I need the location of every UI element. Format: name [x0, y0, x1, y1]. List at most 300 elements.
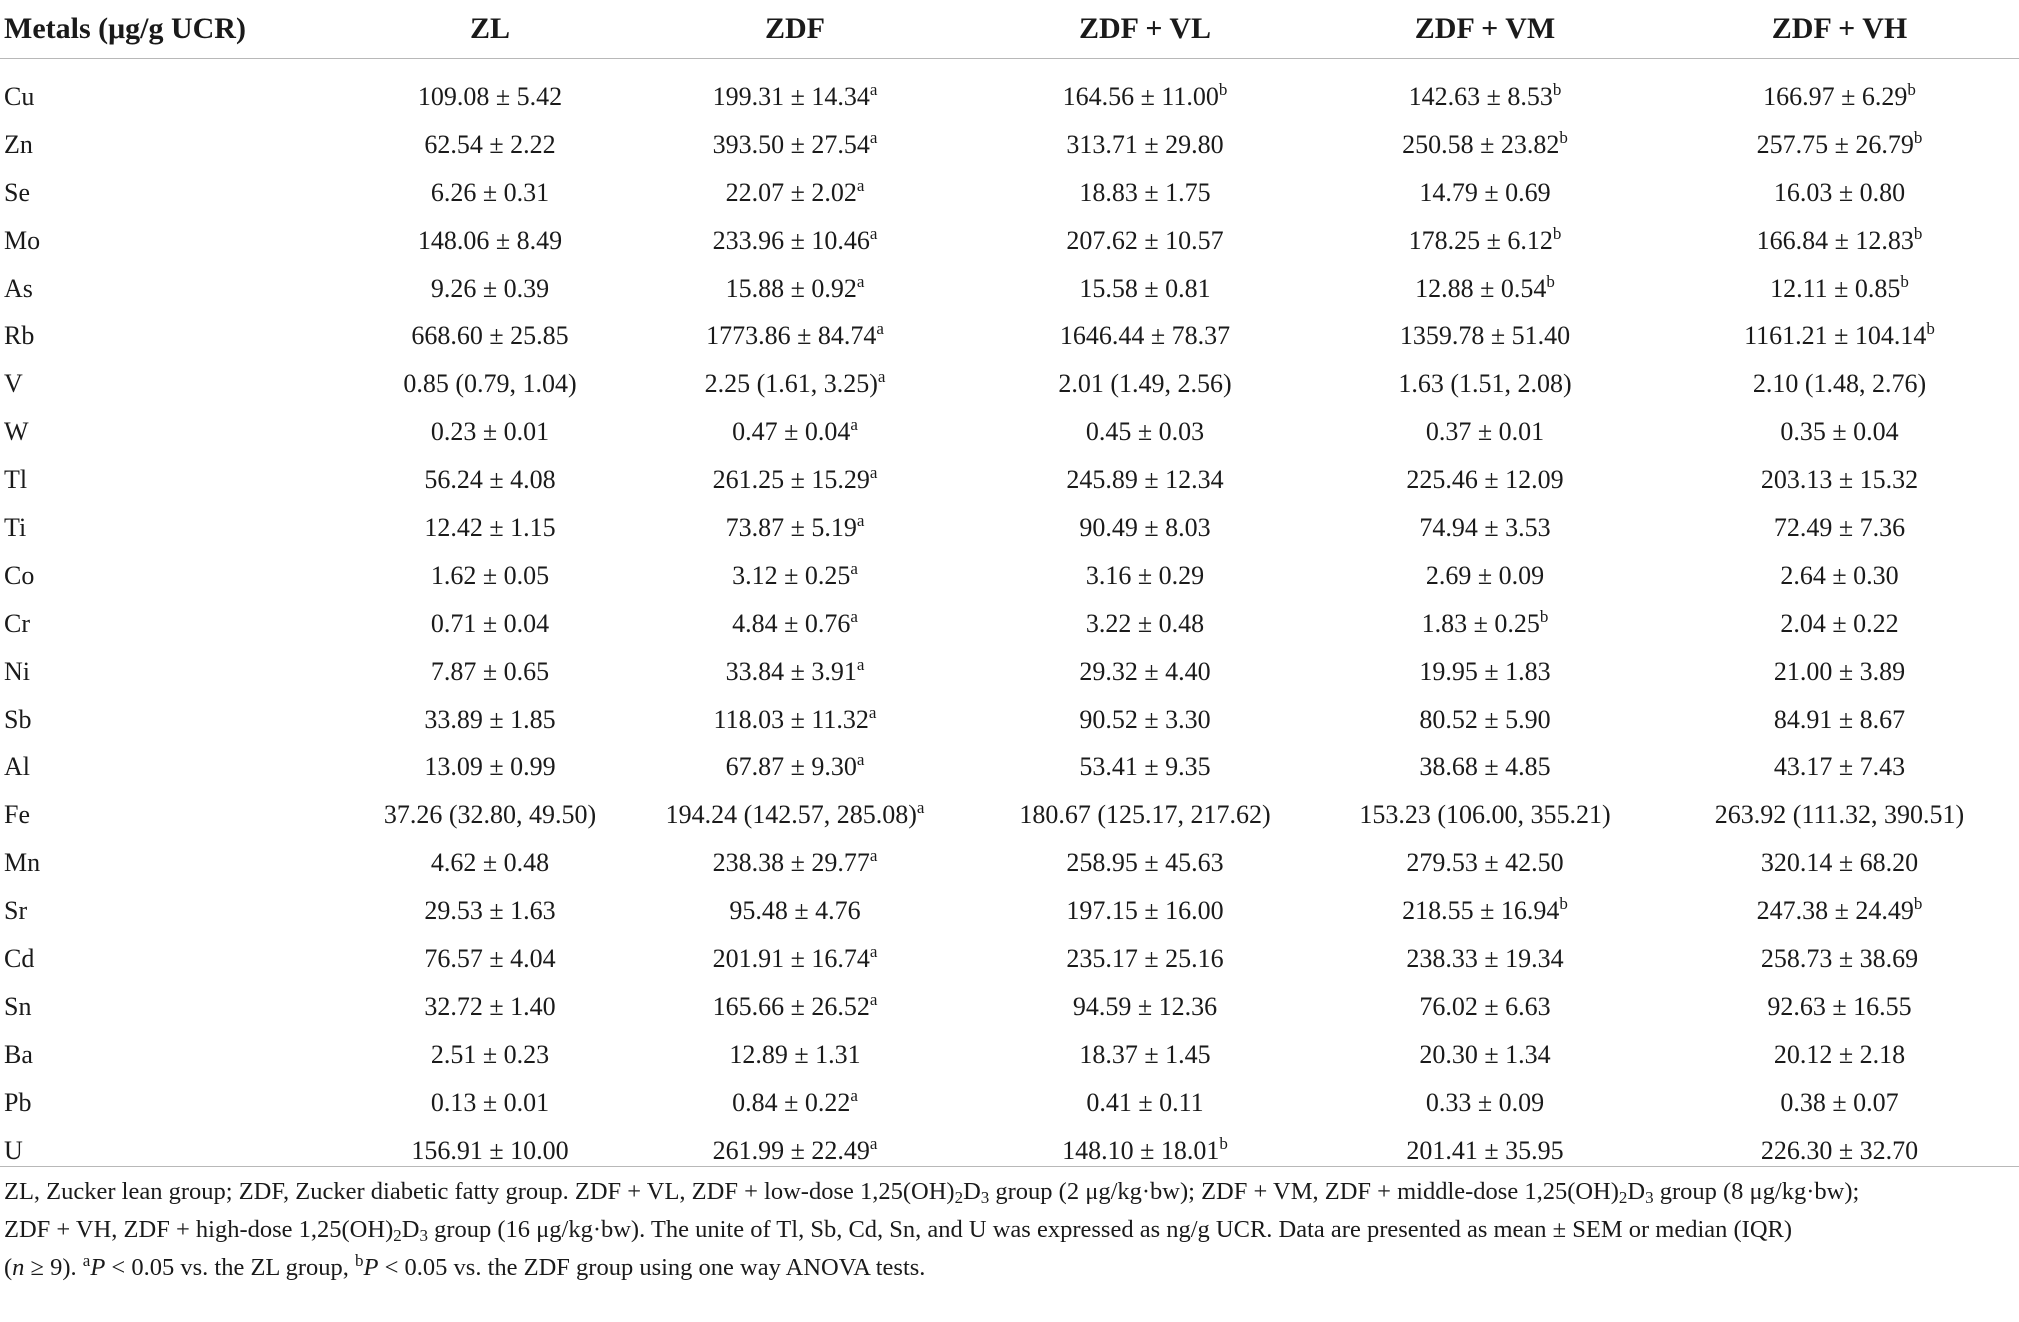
cell-value: 76.57 ± 4.04: [424, 943, 556, 973]
cell-value: 2.25 (1.61, 3.25): [704, 369, 878, 399]
value-cell: [1310, 360, 1660, 408]
significance-mark: a: [868, 702, 877, 722]
cell-value: 12.88 ± 0.54: [1415, 273, 1547, 303]
metal-name-cell: Mn: [4, 848, 41, 878]
value-cell: [610, 217, 980, 265]
value-cell: [370, 983, 610, 1031]
header-row: [0, 0, 2019, 59]
cell-value: 62.54 ± 2.22: [424, 129, 556, 159]
cell-value: 32.72 ± 1.40: [424, 991, 556, 1021]
cell-value: 148.10 ± 18.01: [1062, 1135, 1220, 1165]
header-zdf-vl: ZDF + VL: [1078, 12, 1212, 45]
metal-name-cell: Ni: [4, 656, 30, 686]
value-cell: [610, 456, 980, 504]
metal-name-cell: Cd: [4, 943, 35, 973]
value-cell: [370, 887, 610, 935]
value-cell: [1660, 504, 2019, 552]
cell-value: 2.69 ± 0.09: [1425, 560, 1545, 590]
cell-value: 29.53 ± 1.63: [424, 896, 556, 926]
cell-value: 3.16 ± 0.29: [1085, 560, 1205, 590]
cell-value: 225.46 ± 12.09: [1406, 465, 1564, 495]
value-cell: [980, 983, 1310, 1031]
value-cell: [610, 360, 980, 408]
cell-value: 3.22 ± 0.48: [1085, 608, 1205, 638]
cell-value: 12.89 ± 1.31: [729, 1039, 861, 1069]
table-row: [0, 552, 2019, 600]
value-cell: [980, 217, 1310, 265]
cell-value: 92.63 ± 16.55: [1767, 991, 1912, 1021]
value-cell: [370, 121, 610, 169]
value-cell: [980, 121, 1310, 169]
value-cell: [980, 312, 1310, 360]
value-cell: [1660, 265, 2019, 313]
cell-value: 247.38 ± 24.49: [1756, 896, 1914, 926]
value-cell: [610, 504, 980, 552]
cell-value: 4.84 ± 0.76: [732, 608, 851, 638]
table-row: [0, 59, 2019, 121]
cell-value: 80.52 ± 5.90: [1419, 704, 1551, 734]
value-cell: [1660, 791, 2019, 839]
value-cell: [610, 743, 980, 791]
value-cell: [370, 312, 610, 360]
value-cell: [610, 839, 980, 887]
metal-name-cell: Zn: [4, 129, 33, 159]
significance-mark: a: [850, 606, 858, 626]
cell-value: 2.01 (1.49, 2.56): [1058, 369, 1232, 399]
cell-value: 148.06 ± 8.49: [417, 225, 563, 255]
cell-value: 207.62 ± 10.57: [1066, 225, 1224, 255]
value-cell: [980, 791, 1310, 839]
cell-value: 18.83 ± 1.75: [1079, 177, 1211, 207]
value-cell: [1310, 456, 1660, 504]
value-cell: [980, 743, 1310, 791]
value-cell: [1660, 743, 2019, 791]
significance-mark: b: [1219, 1133, 1228, 1153]
cell-value: 1161.21 ± 104.14: [1744, 321, 1927, 351]
significance-mark: a: [850, 1085, 858, 1105]
value-cell: [980, 600, 1310, 648]
significance-mark: b: [1546, 271, 1555, 291]
cell-value: 1.83 ± 0.25: [1421, 608, 1540, 638]
significance-mark: a: [856, 750, 865, 770]
significance-mark: a: [856, 175, 865, 195]
value-cell: [1660, 408, 2019, 456]
cell-value: 258.73 ± 38.69: [1760, 943, 1919, 973]
table-row: [0, 1127, 2019, 1175]
cell-value: 37.26 (32.80, 49.50): [383, 800, 597, 830]
cell-value: 235.17 ± 25.16: [1066, 943, 1224, 973]
value-cell: [610, 408, 980, 456]
value-cell: [1310, 408, 1660, 456]
table-row: [0, 696, 2019, 744]
cell-value: 1.63 (1.51, 2.08): [1398, 369, 1572, 399]
value-cell: [610, 696, 980, 744]
value-cell: [980, 1079, 1310, 1127]
cell-value: 166.84 ± 12.83: [1756, 225, 1914, 255]
cell-value: 33.84 ± 3.91: [725, 656, 857, 686]
cell-value: 201.91 ± 16.74: [712, 943, 870, 973]
table-body: [0, 59, 2019, 1175]
cell-value: 166.97 ± 6.29: [1763, 81, 1908, 111]
cell-value: 9.26 ± 0.39: [430, 273, 550, 303]
cell-value: 0.41 ± 0.11: [1086, 1087, 1204, 1117]
cell-value: 393.50 ± 27.54: [712, 129, 870, 159]
value-cell: [370, 1031, 610, 1079]
value-cell: [1310, 552, 1660, 600]
cell-value: 6.26 ± 0.31: [430, 177, 550, 207]
value-cell: [1660, 1127, 2019, 1175]
cell-value: 178.25 ± 6.12: [1408, 225, 1553, 255]
value-cell: [1310, 59, 1660, 121]
cell-value: 233.96 ± 10.46: [712, 225, 870, 255]
value-cell: [1310, 696, 1660, 744]
cell-value: 250.58 ± 23.82: [1402, 129, 1560, 159]
cell-value: 218.55 ± 16.94: [1402, 896, 1560, 926]
header-zdf: ZDF: [765, 12, 825, 45]
value-cell: [610, 1079, 980, 1127]
table-row: [0, 600, 2019, 648]
cell-value: 12.11 ± 0.85: [1770, 273, 1901, 303]
cell-value: 245.89 ± 12.34: [1066, 465, 1224, 495]
metal-name-cell: Cr: [4, 608, 30, 638]
value-cell: [1660, 696, 2019, 744]
value-cell: [370, 456, 610, 504]
cell-value: 180.67 (125.17, 217.62): [1019, 800, 1271, 830]
cell-value: 668.60 ± 25.85: [411, 321, 569, 351]
metal-name-cell: Al: [4, 752, 30, 782]
table-row: [0, 217, 2019, 265]
cell-value: 2.10 (1.48, 2.76): [1752, 369, 1927, 399]
value-cell: [1310, 839, 1660, 887]
metal-name-cell: Co: [4, 560, 35, 590]
significance-mark: a: [869, 989, 878, 1009]
value-cell: [370, 1127, 610, 1175]
value-cell: [1310, 887, 1660, 935]
value-cell: [1310, 1031, 1660, 1079]
value-cell: [370, 59, 610, 121]
significance-mark: a: [869, 941, 878, 961]
significance-mark: a: [869, 127, 878, 147]
value-cell: [610, 59, 980, 121]
value-cell: [610, 265, 980, 313]
significance-mark: b: [1900, 271, 1909, 291]
value-cell: [980, 839, 1310, 887]
value-cell: [610, 1127, 980, 1175]
value-cell: [980, 552, 1310, 600]
significance-mark: b: [1913, 127, 1923, 147]
value-cell: [610, 1031, 980, 1079]
metal-name-cell: Pb: [4, 1087, 32, 1117]
cell-value: 238.33 ± 19.34: [1406, 943, 1564, 973]
significance-mark: b: [1552, 223, 1562, 243]
cell-value: 320.14 ± 68.20: [1760, 848, 1919, 878]
value-cell: [1660, 887, 2019, 935]
cell-value: 2.04 ± 0.22: [1780, 608, 1899, 638]
metal-name-cell: U: [4, 1135, 23, 1165]
cell-value: 0.23 ± 0.01: [430, 417, 550, 447]
table-row: [0, 169, 2019, 217]
significance-mark: a: [877, 367, 886, 387]
cell-value: 261.25 ± 15.29: [712, 465, 870, 495]
table-row: [0, 504, 2019, 552]
table-row: [0, 743, 2019, 791]
cell-value: 0.85 (0.79, 1.04): [403, 369, 577, 399]
significance-mark: a: [869, 846, 878, 866]
value-cell: [370, 1079, 610, 1127]
metal-name-cell: Fe: [4, 800, 30, 830]
cell-value: 29.32 ± 4.40: [1079, 656, 1211, 686]
value-cell: [610, 935, 980, 983]
cell-value: 90.49 ± 8.03: [1079, 512, 1211, 542]
cell-value: 90.52 ± 3.30: [1079, 704, 1211, 734]
significance-mark: b: [1559, 894, 1568, 914]
footnote-line-1: ZL, Zucker lean group; ZDF, Zucker diabetic fatty group. ZDF + VL, ZDF + low-dose $1,25(OH)_2D_3$ group (2 μg/kg·bw); ZDF + VM, ZDF + middle-dose $1,25(OH)_2D_3$ group (8 μg/kg·bw);: [4, 1178, 1860, 1207]
value-cell: [610, 887, 980, 935]
header-zdf-vh: ZDF + VH: [1771, 12, 1908, 45]
value-cell: [980, 456, 1310, 504]
value-cell: [1660, 552, 2019, 600]
value-cell: [1310, 504, 1660, 552]
metal-name-cell: Tl: [4, 465, 28, 495]
metal-name-cell: Cu: [4, 81, 35, 111]
cell-value: 3.12 ± 0.25: [732, 560, 851, 590]
cell-value: 201.41 ± 35.95: [1406, 1135, 1564, 1165]
value-cell: [1660, 1031, 2019, 1079]
cell-value: 194.24 (142.57, 285.08): [665, 800, 917, 830]
value-cell: [1660, 121, 2019, 169]
value-cell: [1310, 983, 1660, 1031]
cell-value: 13.09 ± 0.99: [424, 752, 556, 782]
cell-value: 238.38 ± 29.77: [712, 848, 870, 878]
cell-value: 21.00 ± 3.89: [1773, 656, 1906, 686]
significance-mark: b: [1218, 79, 1228, 99]
value-cell: [1660, 935, 2019, 983]
table-row: [0, 887, 2019, 935]
table-row: [0, 408, 2019, 456]
cell-value: 257.75 ± 26.79: [1756, 129, 1914, 159]
value-cell: [610, 169, 980, 217]
cell-value: 153.23 (106.00, 355.21): [1359, 800, 1611, 830]
value-cell: [1660, 360, 2019, 408]
value-cell: [1660, 312, 2019, 360]
cell-value: 76.02 ± 6.63: [1419, 991, 1551, 1021]
significance-mark: a: [869, 223, 878, 243]
value-cell: [370, 648, 610, 696]
cell-value: 33.89 ± 1.85: [424, 704, 556, 734]
cell-value: 95.48 ± 4.76: [729, 896, 861, 926]
significance-mark: a: [916, 798, 925, 818]
cell-value: 22.07 ± 2.02: [725, 177, 857, 207]
cell-value: 1646.44 ± 78.37: [1059, 321, 1231, 351]
table-row: [0, 648, 2019, 696]
metal-name-cell: Se: [4, 177, 30, 207]
significance-mark: b: [1552, 79, 1562, 99]
value-cell: [1660, 983, 2019, 1031]
table-row: [0, 360, 2019, 408]
cell-value: 72.49 ± 7.36: [1773, 512, 1906, 542]
value-cell: [980, 648, 1310, 696]
value-cell: [1310, 121, 1660, 169]
metal-name-cell: Ba: [4, 1039, 33, 1069]
value-cell: [980, 265, 1310, 313]
value-cell: [1660, 217, 2019, 265]
value-cell: [370, 696, 610, 744]
cell-value: 20.12 ± 2.18: [1773, 1039, 1906, 1069]
cell-value: 0.33 ± 0.09: [1425, 1087, 1545, 1117]
value-cell: [370, 408, 610, 456]
cell-value: 0.84 ± 0.22: [732, 1087, 851, 1117]
metal-name-cell: As: [4, 273, 33, 303]
table-row: [0, 1079, 2019, 1127]
cell-value: 4.62 ± 0.48: [430, 848, 550, 878]
significance-mark: a: [876, 319, 884, 339]
value-cell: [610, 312, 980, 360]
value-cell: [610, 552, 980, 600]
cell-value: 313.71 ± 29.80: [1066, 129, 1224, 159]
significance-mark: a: [856, 510, 865, 530]
cell-value: 7.87 ± 0.65: [430, 656, 550, 686]
value-cell: [1660, 169, 2019, 217]
significance-mark: a: [869, 1133, 878, 1153]
value-cell: [1310, 312, 1660, 360]
metal-name-cell: Sn: [4, 991, 32, 1021]
value-cell: [610, 600, 980, 648]
value-cell: [1310, 648, 1660, 696]
value-cell: [980, 504, 1310, 552]
table-row: [0, 839, 2019, 887]
significance-mark: b: [1913, 223, 1923, 243]
cell-value: 12.42 ± 1.15: [424, 512, 556, 542]
cell-value: 199.31 ± 14.34: [712, 81, 870, 111]
cell-value: 197.15 ± 16.00: [1066, 896, 1224, 926]
metal-name-cell: W: [4, 417, 29, 447]
significance-mark: a: [850, 415, 858, 435]
cell-value: 261.99 ± 22.49: [712, 1135, 870, 1165]
cell-value: 16.03 ± 0.80: [1773, 177, 1906, 207]
cell-value: 53.41 ± 9.35: [1079, 752, 1211, 782]
value-cell: [1660, 600, 2019, 648]
value-cell: [610, 983, 980, 1031]
value-cell: [1310, 1079, 1660, 1127]
cell-value: 0.45 ± 0.03: [1085, 417, 1205, 447]
cell-value: 165.66 ± 26.52: [712, 991, 870, 1021]
metal-name-cell: Mo: [4, 225, 41, 255]
significance-mark: a: [850, 558, 858, 578]
cell-value: 258.95 ± 45.63: [1066, 848, 1224, 878]
value-cell: [980, 59, 1310, 121]
table-row: [0, 265, 2019, 313]
value-cell: [1310, 217, 1660, 265]
cell-value: 0.35 ± 0.04: [1780, 417, 1899, 447]
cell-value: 0.71 ± 0.04: [430, 608, 550, 638]
header-zl: ZL: [469, 12, 511, 45]
cell-value: 118.03 ± 11.32: [713, 704, 869, 734]
value-cell: [610, 648, 980, 696]
cell-value: 226.30 ± 32.70: [1760, 1135, 1919, 1165]
value-cell: [1660, 59, 2019, 121]
cell-value: 279.53 ± 42.50: [1406, 848, 1564, 878]
significance-mark: b: [1926, 319, 1935, 339]
value-cell: [1310, 791, 1660, 839]
metal-name-cell: V: [4, 369, 23, 399]
value-cell: [370, 217, 610, 265]
cell-value: 2.51 ± 0.23: [430, 1039, 550, 1069]
cell-value: 1359.78 ± 51.40: [1399, 321, 1571, 351]
metal-name-cell: Sr: [4, 896, 28, 926]
value-cell: [1310, 169, 1660, 217]
significance-mark: b: [1559, 127, 1568, 147]
value-cell: [370, 600, 610, 648]
value-cell: [1660, 1079, 2019, 1127]
value-cell: [370, 935, 610, 983]
significance-mark: a: [856, 654, 865, 674]
metal-name-cell: Sb: [4, 704, 32, 734]
table-row: [0, 983, 2019, 1031]
cell-value: 43.17 ± 7.43: [1773, 752, 1906, 782]
cell-value: 1.62 ± 0.05: [430, 560, 550, 590]
cell-value: 1773.86 ± 84.74: [706, 321, 877, 351]
cell-value: 56.24 ± 4.08: [424, 465, 556, 495]
significance-mark: a: [869, 463, 878, 483]
cell-value: 38.68 ± 4.85: [1419, 752, 1551, 782]
value-cell: [1660, 839, 2019, 887]
significance-mark: a: [856, 271, 865, 291]
cell-value: 73.87 ± 5.19: [725, 512, 857, 542]
cell-value: 109.08 ± 5.42: [417, 81, 563, 111]
cell-value: 142.63 ± 8.53: [1408, 81, 1553, 111]
significance-mark: b: [1907, 79, 1916, 99]
cell-value: 156.91 ± 10.00: [411, 1135, 569, 1165]
value-cell: [370, 552, 610, 600]
cell-value: 15.88 ± 0.92: [725, 273, 857, 303]
value-cell: [980, 935, 1310, 983]
cell-value: 74.94 ± 3.53: [1419, 512, 1551, 542]
value-cell: [370, 504, 610, 552]
cell-value: 203.13 ± 15.32: [1760, 465, 1919, 495]
cell-value: 14.79 ± 0.69: [1419, 177, 1551, 207]
cell-value: 263.92 (111.32, 390.51): [1714, 800, 1965, 830]
table-row: [0, 121, 2019, 169]
value-cell: [1660, 456, 2019, 504]
value-cell: [1310, 265, 1660, 313]
significance-mark: b: [1913, 894, 1923, 914]
value-cell: [370, 743, 610, 791]
value-cell: [370, 169, 610, 217]
cell-value: 0.38 ± 0.07: [1780, 1087, 1899, 1117]
cell-value: 0.47 ± 0.04: [732, 417, 851, 447]
significance-mark: a: [869, 79, 878, 99]
value-cell: [1310, 600, 1660, 648]
cell-value: 84.91 ± 8.67: [1773, 704, 1906, 734]
value-cell: [1310, 1127, 1660, 1175]
value-cell: [610, 121, 980, 169]
table-row: [0, 791, 2019, 839]
value-cell: [980, 408, 1310, 456]
value-cell: [980, 169, 1310, 217]
value-cell: [980, 887, 1310, 935]
header-metals: Metals (μg/g UCR): [4, 12, 246, 45]
cell-value: 15.58 ± 0.81: [1079, 273, 1211, 303]
value-cell: [980, 1031, 1310, 1079]
table-footnote: [4, 1173, 2014, 1287]
table-row: [0, 312, 2019, 360]
cell-value: 164.56 ± 11.00: [1062, 81, 1219, 111]
value-cell: [370, 791, 610, 839]
cell-value: 20.30 ± 1.34: [1419, 1039, 1551, 1069]
value-cell: [980, 1127, 1310, 1175]
footnote-line-3: (n ≥ 9). $^a$P < 0.05 vs. the ZL group, $^b$P < 0.05 vs. the ZDF group using one way ANOVA tests.: [4, 1251, 926, 1281]
value-cell: [1660, 648, 2019, 696]
